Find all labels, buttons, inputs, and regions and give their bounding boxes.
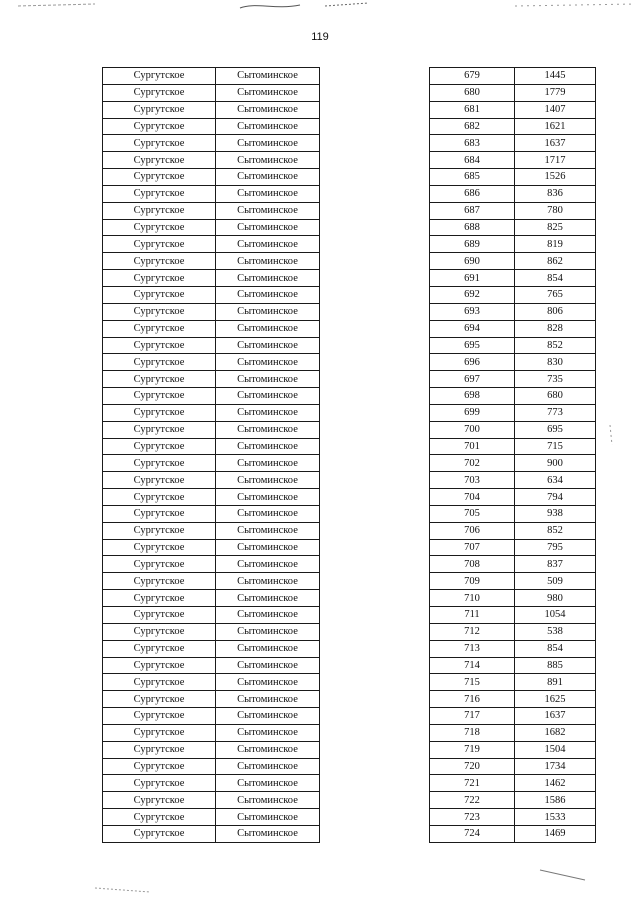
note-cell xyxy=(320,169,430,186)
well-number-cell: 707 xyxy=(430,539,515,556)
table-row xyxy=(103,68,596,85)
well-number-cell: 690 xyxy=(430,253,515,270)
note-cell xyxy=(320,505,430,522)
note-cell xyxy=(320,152,430,169)
value-cell: 862 xyxy=(515,253,596,270)
note-cell xyxy=(320,219,430,236)
license-area-cell: Сытоминское xyxy=(216,320,320,337)
table-row xyxy=(103,573,596,590)
field-cell: Сургутское xyxy=(103,101,216,118)
table-row xyxy=(103,505,596,522)
value-cell: 1637 xyxy=(515,135,596,152)
value-cell: 852 xyxy=(515,522,596,539)
field-cell: Сургутское xyxy=(103,219,216,236)
field-cell: Сургутское xyxy=(103,152,216,169)
license-area-cell: Сытоминское xyxy=(216,185,320,202)
table-row xyxy=(103,623,596,640)
note-cell xyxy=(320,792,430,809)
field-cell: Сургутское xyxy=(103,286,216,303)
value-cell: 1526 xyxy=(515,169,596,186)
well-number-cell: 694 xyxy=(430,320,515,337)
note-cell xyxy=(320,68,430,85)
table-row xyxy=(103,825,596,842)
note-cell xyxy=(320,404,430,421)
note-cell xyxy=(320,775,430,792)
value-cell: 795 xyxy=(515,539,596,556)
well-number-cell: 692 xyxy=(430,286,515,303)
field-cell: Сургутское xyxy=(103,337,216,354)
value-cell: 1621 xyxy=(515,118,596,135)
value-cell: 1625 xyxy=(515,691,596,708)
well-number-cell: 720 xyxy=(430,758,515,775)
table-row xyxy=(103,286,596,303)
license-area-cell: Сытоминское xyxy=(216,202,320,219)
table-row xyxy=(103,489,596,506)
value-cell: 900 xyxy=(515,455,596,472)
value-cell: 1054 xyxy=(515,607,596,624)
value-cell: 1445 xyxy=(515,68,596,85)
table-row xyxy=(103,438,596,455)
license-area-cell: Сытоминское xyxy=(216,741,320,758)
license-area-cell: Сытоминское xyxy=(216,775,320,792)
table-row xyxy=(103,185,596,202)
well-number-cell: 714 xyxy=(430,657,515,674)
well-number-cell: 696 xyxy=(430,354,515,371)
field-cell: Сургутское xyxy=(103,539,216,556)
page-number: 119 xyxy=(311,31,329,43)
value-cell: 806 xyxy=(515,303,596,320)
license-area-cell: Сытоминское xyxy=(216,809,320,826)
note-cell xyxy=(320,825,430,842)
license-area-cell: Сытоминское xyxy=(216,236,320,253)
value-cell: 680 xyxy=(515,388,596,405)
field-cell: Сургутское xyxy=(103,809,216,826)
license-area-cell: Сытоминское xyxy=(216,354,320,371)
note-cell xyxy=(320,320,430,337)
field-cell: Сургутское xyxy=(103,404,216,421)
value-cell: 828 xyxy=(515,320,596,337)
license-area-cell: Сытоминское xyxy=(216,303,320,320)
note-cell xyxy=(320,573,430,590)
well-number-cell: 712 xyxy=(430,623,515,640)
well-registry-table xyxy=(102,67,596,843)
field-cell: Сургутское xyxy=(103,84,216,101)
field-cell: Сургутское xyxy=(103,270,216,287)
field-cell: Сургутское xyxy=(103,472,216,489)
note-cell xyxy=(320,489,430,506)
note-cell xyxy=(320,388,430,405)
value-cell: 836 xyxy=(515,185,596,202)
well-number-cell: 700 xyxy=(430,421,515,438)
value-cell: 1734 xyxy=(515,758,596,775)
well-number-cell: 695 xyxy=(430,337,515,354)
field-cell: Сургутское xyxy=(103,573,216,590)
table-row xyxy=(103,775,596,792)
table-row xyxy=(103,809,596,826)
value-cell: 538 xyxy=(515,623,596,640)
table-row xyxy=(103,522,596,539)
field-cell: Сургутское xyxy=(103,825,216,842)
license-area-cell: Сытоминское xyxy=(216,792,320,809)
table-row xyxy=(103,270,596,287)
note-cell xyxy=(320,809,430,826)
table-row xyxy=(103,455,596,472)
well-number-cell: 693 xyxy=(430,303,515,320)
license-area-cell: Сытоминское xyxy=(216,438,320,455)
table-row xyxy=(103,539,596,556)
note-cell xyxy=(320,522,430,539)
field-cell: Сургутское xyxy=(103,371,216,388)
table-row xyxy=(103,607,596,624)
field-cell: Сургутское xyxy=(103,691,216,708)
value-cell: 1407 xyxy=(515,101,596,118)
note-cell xyxy=(320,455,430,472)
license-area-cell: Сытоминское xyxy=(216,691,320,708)
table-row xyxy=(103,724,596,741)
well-number-cell: 689 xyxy=(430,236,515,253)
license-area-cell: Сытоминское xyxy=(216,404,320,421)
note-cell xyxy=(320,371,430,388)
note-cell xyxy=(320,253,430,270)
license-area-cell: Сытоминское xyxy=(216,118,320,135)
license-area-cell: Сытоминское xyxy=(216,169,320,186)
note-cell xyxy=(320,607,430,624)
value-cell: 891 xyxy=(515,674,596,691)
note-cell xyxy=(320,691,430,708)
table-row xyxy=(103,337,596,354)
field-cell: Сургутское xyxy=(103,118,216,135)
table-row xyxy=(103,741,596,758)
well-number-cell: 713 xyxy=(430,640,515,657)
license-area-cell: Сытоминское xyxy=(216,522,320,539)
well-number-cell: 697 xyxy=(430,371,515,388)
well-number-cell: 723 xyxy=(430,809,515,826)
license-area-cell: Сытоминское xyxy=(216,489,320,506)
field-cell: Сургутское xyxy=(103,792,216,809)
well-number-cell: 687 xyxy=(430,202,515,219)
value-cell: 780 xyxy=(515,202,596,219)
note-cell xyxy=(320,135,430,152)
well-number-cell: 724 xyxy=(430,825,515,842)
table-row xyxy=(103,84,596,101)
well-number-cell: 716 xyxy=(430,691,515,708)
field-cell: Сургутское xyxy=(103,775,216,792)
value-cell: 1586 xyxy=(515,792,596,809)
value-cell: 1717 xyxy=(515,152,596,169)
table-row xyxy=(103,674,596,691)
note-cell xyxy=(320,708,430,725)
field-cell: Сургутское xyxy=(103,758,216,775)
field-cell: Сургутское xyxy=(103,640,216,657)
value-cell: 1533 xyxy=(515,809,596,826)
table-row xyxy=(103,758,596,775)
value-cell: 854 xyxy=(515,270,596,287)
well-number-cell: 711 xyxy=(430,607,515,624)
license-area-cell: Сытоминское xyxy=(216,607,320,624)
note-cell xyxy=(320,101,430,118)
well-number-cell: 703 xyxy=(430,472,515,489)
field-cell: Сургутское xyxy=(103,708,216,725)
well-number-cell: 715 xyxy=(430,674,515,691)
table-row xyxy=(103,118,596,135)
field-cell: Сургутское xyxy=(103,607,216,624)
table-row xyxy=(103,354,596,371)
well-number-cell: 684 xyxy=(430,152,515,169)
license-area-cell: Сытоминское xyxy=(216,371,320,388)
field-cell: Сургутское xyxy=(103,68,216,85)
field-cell: Сургутское xyxy=(103,253,216,270)
field-cell: Сургутское xyxy=(103,556,216,573)
note-cell xyxy=(320,438,430,455)
field-cell: Сургутское xyxy=(103,623,216,640)
license-area-cell: Сытоминское xyxy=(216,101,320,118)
license-area-cell: Сытоминское xyxy=(216,505,320,522)
value-cell: 1469 xyxy=(515,825,596,842)
value-cell: 715 xyxy=(515,438,596,455)
value-cell: 854 xyxy=(515,640,596,657)
license-area-cell: Сытоминское xyxy=(216,152,320,169)
license-area-cell: Сытоминское xyxy=(216,573,320,590)
license-area-cell: Сытоминское xyxy=(216,758,320,775)
field-cell: Сургутское xyxy=(103,522,216,539)
value-cell: 1779 xyxy=(515,84,596,101)
well-number-cell: 683 xyxy=(430,135,515,152)
note-cell xyxy=(320,303,430,320)
license-area-cell: Сытоминское xyxy=(216,623,320,640)
table-row xyxy=(103,320,596,337)
note-cell xyxy=(320,270,430,287)
license-area-cell: Сытоминское xyxy=(216,640,320,657)
well-number-cell: 685 xyxy=(430,169,515,186)
license-area-cell: Сытоминское xyxy=(216,253,320,270)
well-number-cell: 704 xyxy=(430,489,515,506)
field-cell: Сургутское xyxy=(103,236,216,253)
license-area-cell: Сытоминское xyxy=(216,135,320,152)
table-row xyxy=(103,371,596,388)
table-row xyxy=(103,404,596,421)
license-area-cell: Сытоминское xyxy=(216,472,320,489)
note-cell xyxy=(320,286,430,303)
table-row xyxy=(103,640,596,657)
license-area-cell: Сытоминское xyxy=(216,539,320,556)
note-cell xyxy=(320,84,430,101)
note-cell xyxy=(320,556,430,573)
license-area-cell: Сытоминское xyxy=(216,286,320,303)
note-cell xyxy=(320,724,430,741)
field-cell: Сургутское xyxy=(103,185,216,202)
table-row xyxy=(103,303,596,320)
value-cell: 825 xyxy=(515,219,596,236)
field-cell: Сургутское xyxy=(103,590,216,607)
field-cell: Сургутское xyxy=(103,657,216,674)
license-area-cell: Сытоминское xyxy=(216,219,320,236)
note-cell xyxy=(320,185,430,202)
table-row xyxy=(103,657,596,674)
field-cell: Сургутское xyxy=(103,489,216,506)
license-area-cell: Сытоминское xyxy=(216,825,320,842)
field-cell: Сургутское xyxy=(103,135,216,152)
well-number-cell: 721 xyxy=(430,775,515,792)
well-number-cell: 710 xyxy=(430,590,515,607)
table-row xyxy=(103,169,596,186)
license-area-cell: Сытоминское xyxy=(216,590,320,607)
note-cell xyxy=(320,741,430,758)
table-row xyxy=(103,556,596,573)
note-cell xyxy=(320,758,430,775)
table-body xyxy=(103,68,596,843)
field-cell: Сургутское xyxy=(103,169,216,186)
value-cell: 1637 xyxy=(515,708,596,725)
well-number-cell: 718 xyxy=(430,724,515,741)
value-cell: 885 xyxy=(515,657,596,674)
value-cell: 837 xyxy=(515,556,596,573)
field-cell: Сургутское xyxy=(103,202,216,219)
table-row xyxy=(103,152,596,169)
well-number-cell: 705 xyxy=(430,505,515,522)
field-cell: Сургутское xyxy=(103,320,216,337)
value-cell: 852 xyxy=(515,337,596,354)
note-cell xyxy=(320,337,430,354)
field-cell: Сургутское xyxy=(103,724,216,741)
table-row xyxy=(103,472,596,489)
value-cell: 1462 xyxy=(515,775,596,792)
well-number-cell: 679 xyxy=(430,68,515,85)
note-cell xyxy=(320,623,430,640)
license-area-cell: Сытоминское xyxy=(216,84,320,101)
well-number-cell: 691 xyxy=(430,270,515,287)
well-number-cell: 688 xyxy=(430,219,515,236)
table-row xyxy=(103,202,596,219)
value-cell: 634 xyxy=(515,472,596,489)
note-cell xyxy=(320,472,430,489)
well-number-cell: 686 xyxy=(430,185,515,202)
well-number-cell: 682 xyxy=(430,118,515,135)
table-row xyxy=(103,236,596,253)
value-cell: 773 xyxy=(515,404,596,421)
well-number-cell: 681 xyxy=(430,101,515,118)
license-area-cell: Сытоминское xyxy=(216,421,320,438)
note-cell xyxy=(320,674,430,691)
value-cell: 509 xyxy=(515,573,596,590)
value-cell: 830 xyxy=(515,354,596,371)
note-cell xyxy=(320,236,430,253)
well-number-cell: 680 xyxy=(430,84,515,101)
table-row xyxy=(103,590,596,607)
table-row xyxy=(103,219,596,236)
well-number-cell: 709 xyxy=(430,573,515,590)
note-cell xyxy=(320,640,430,657)
value-cell: 1504 xyxy=(515,741,596,758)
value-cell: 735 xyxy=(515,371,596,388)
license-area-cell: Сытоминское xyxy=(216,388,320,405)
well-number-cell: 708 xyxy=(430,556,515,573)
table-row xyxy=(103,388,596,405)
note-cell xyxy=(320,354,430,371)
table-row xyxy=(103,421,596,438)
license-area-cell: Сытоминское xyxy=(216,270,320,287)
license-area-cell: Сытоминское xyxy=(216,337,320,354)
table-row xyxy=(103,691,596,708)
license-area-cell: Сытоминское xyxy=(216,455,320,472)
field-cell: Сургутское xyxy=(103,674,216,691)
field-cell: Сургутское xyxy=(103,438,216,455)
well-number-cell: 717 xyxy=(430,708,515,725)
field-cell: Сургутское xyxy=(103,421,216,438)
note-cell xyxy=(320,421,430,438)
value-cell: 980 xyxy=(515,590,596,607)
value-cell: 765 xyxy=(515,286,596,303)
table-row xyxy=(103,101,596,118)
license-area-cell: Сытоминское xyxy=(216,724,320,741)
table-row xyxy=(103,135,596,152)
field-cell: Сургутское xyxy=(103,354,216,371)
well-number-cell: 706 xyxy=(430,522,515,539)
well-number-cell: 702 xyxy=(430,455,515,472)
table-row xyxy=(103,792,596,809)
note-cell xyxy=(320,202,430,219)
note-cell xyxy=(320,118,430,135)
note-cell xyxy=(320,590,430,607)
value-cell: 794 xyxy=(515,489,596,506)
field-cell: Сургутское xyxy=(103,505,216,522)
value-cell: 695 xyxy=(515,421,596,438)
value-cell: 938 xyxy=(515,505,596,522)
table-row xyxy=(103,708,596,725)
well-number-cell: 701 xyxy=(430,438,515,455)
field-cell: Сургутское xyxy=(103,303,216,320)
note-cell xyxy=(320,539,430,556)
field-cell: Сургутское xyxy=(103,388,216,405)
table-row xyxy=(103,253,596,270)
license-area-cell: Сытоминское xyxy=(216,708,320,725)
well-number-cell: 698 xyxy=(430,388,515,405)
license-area-cell: Сытоминское xyxy=(216,657,320,674)
field-cell: Сургутское xyxy=(103,741,216,758)
field-cell: Сургутское xyxy=(103,455,216,472)
license-area-cell: Сытоминское xyxy=(216,68,320,85)
well-number-cell: 699 xyxy=(430,404,515,421)
note-cell xyxy=(320,657,430,674)
well-number-cell: 719 xyxy=(430,741,515,758)
well-number-cell: 722 xyxy=(430,792,515,809)
value-cell: 1682 xyxy=(515,724,596,741)
value-cell: 819 xyxy=(515,236,596,253)
license-area-cell: Сытоминское xyxy=(216,674,320,691)
license-area-cell: Сытоминское xyxy=(216,556,320,573)
